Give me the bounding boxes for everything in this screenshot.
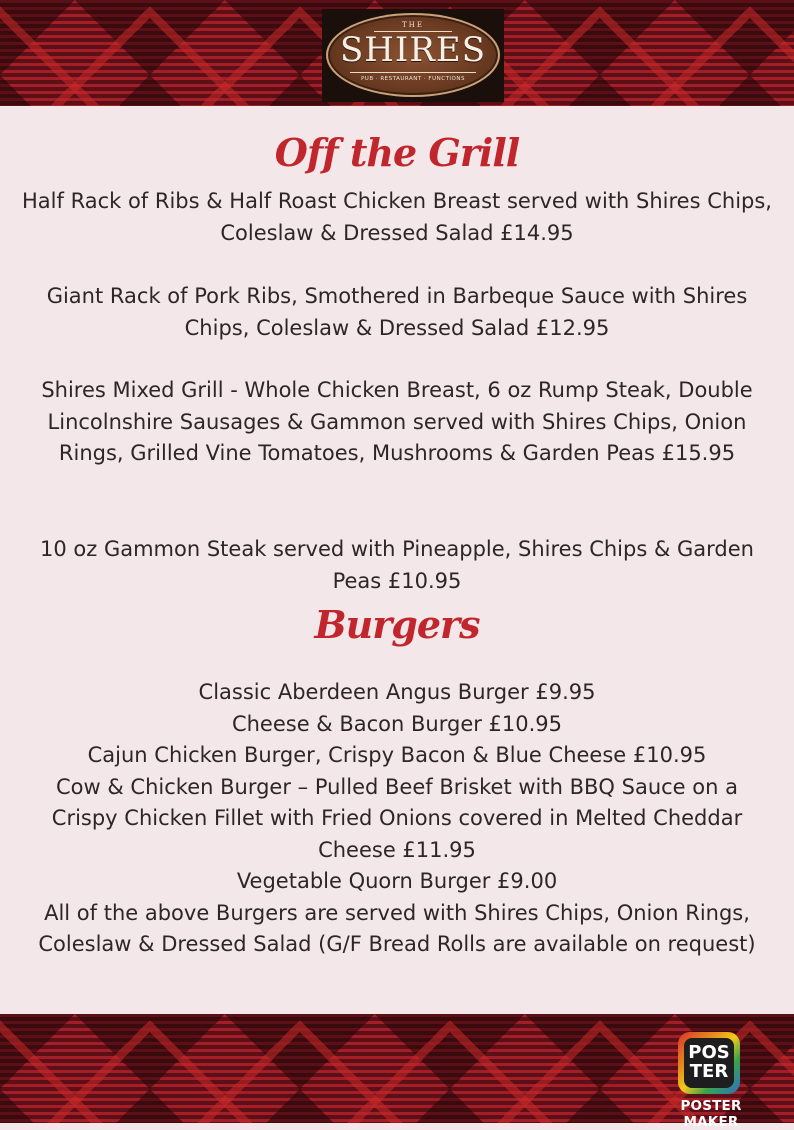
- menu-item: Giant Rack of Pork Ribs, Smothered in Barbeque Sauce with Shires Chips, Coleslaw & Dressed Salad £12.95: [46, 284, 748, 340]
- logo-tagline: PUB · RESTAURANT · FUNCTIONS: [360, 76, 465, 82]
- grill-section-heading: Off the Grill: [274, 130, 520, 175]
- burgers-served-note: All of the above Burgers are served with Shires Chips, Onion Rings, Coleslaw & Dressed Salad (G/F Bread Rolls are available on request): [38, 900, 756, 956]
- logo-rule: [350, 72, 476, 73]
- menu-item: Half Rack of Ribs & Half Roast Chicken Breast served with Shires Chips, Coleslaw & Dressed Salad £14.95: [22, 189, 772, 245]
- shires-logo: [322, 9, 504, 102]
- burger-item: Cheese & Bacon Burger £10.95: [231, 711, 563, 736]
- burger-list: [20, 677, 774, 961]
- poster-maker-badge: [656, 1028, 766, 1130]
- burgers-section-heading: Burgers: [314, 602, 480, 647]
- burger-item: Cajun Chicken Burger, Crispy Bacon & Blue Cheese £10.95: [87, 743, 707, 767]
- poster-maker-icon-text: TER: [689, 1061, 729, 1082]
- burger-item: Vegetable Quorn Burger £9.00: [236, 869, 558, 893]
- logo-small-top-text: THE: [402, 21, 424, 29]
- logo-name: SHIRES: [339, 30, 487, 70]
- burger-item: Classic Aberdeen Angus Burger £9.95: [198, 680, 596, 704]
- poster-maker-icon-text: POS: [688, 1042, 730, 1063]
- menu-item: 10 oz Gammon Steak served with Pineapple, Shires Chips & Garden Peas £10.95: [40, 537, 754, 593]
- burger-item: Cow & Chicken Burger – Pulled Beef Brisket with BBQ Sauce on a Crispy Chicken Fillet with Fried Onions covered in Melted Cheddar Cheese £11.95: [51, 774, 743, 862]
- poster-maker-app-icon: [678, 1032, 740, 1094]
- menu-item: Shires Mixed Grill - Whole Chicken Breast, 6 oz Rump Steak, Double Lincolnshire Sausages & Gammon served with Shires Chips, Onion Rings, Grilled Vine Tomatoes, Mushrooms & Garden Peas £15.95: [41, 378, 753, 465]
- poster-maker-label: POSTER MAKER: [680, 1098, 742, 1130]
- poster-maker-icon-face: [684, 1038, 734, 1088]
